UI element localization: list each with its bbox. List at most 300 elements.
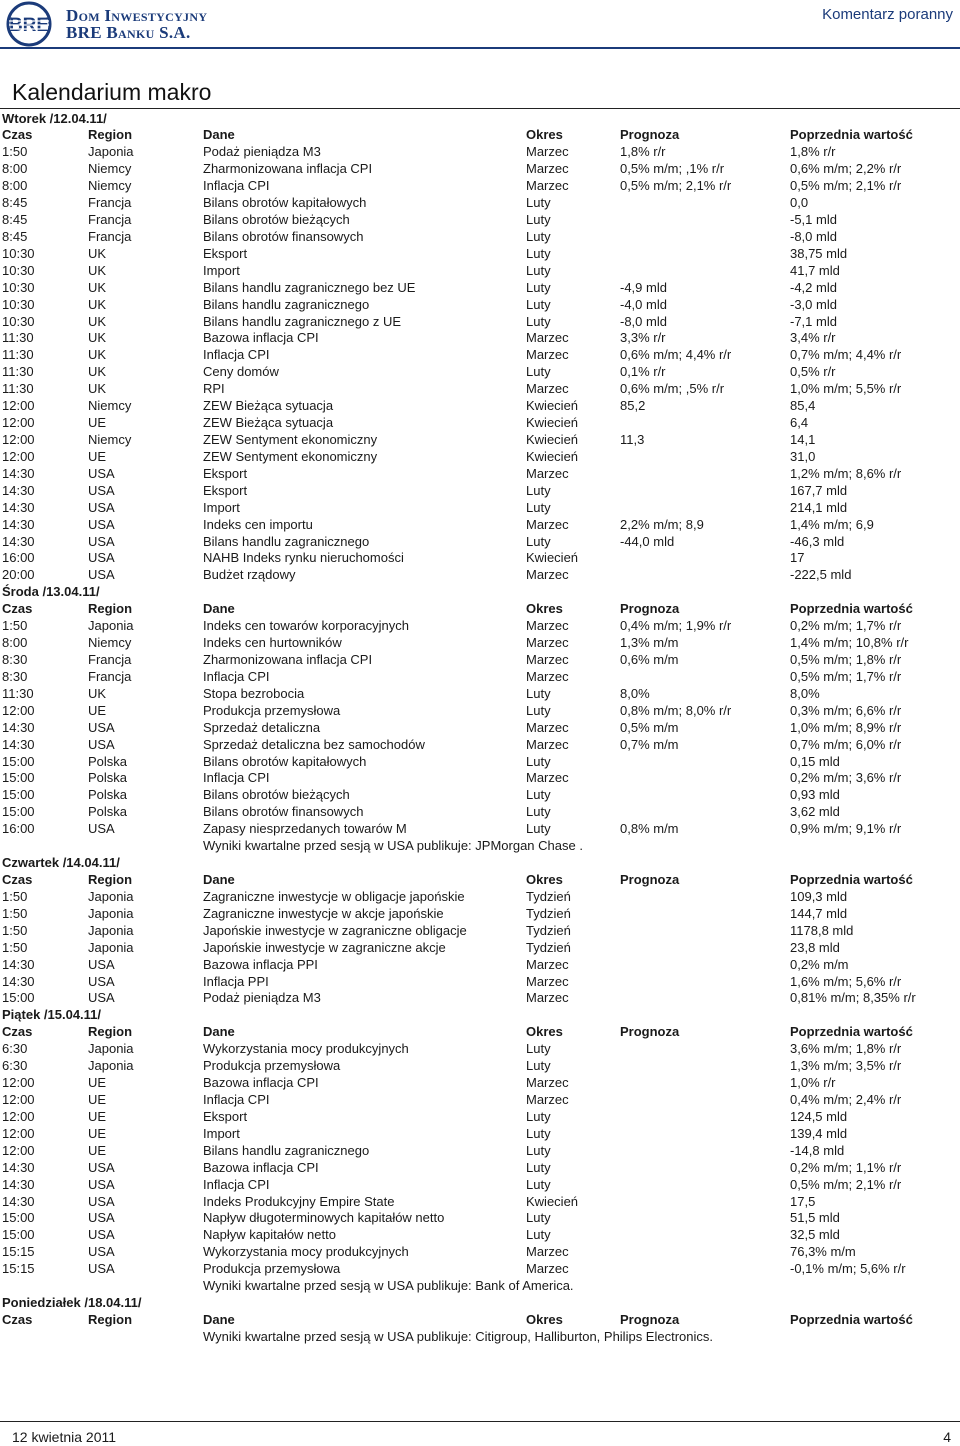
cell-okres: Luty [526, 296, 551, 312]
cell-poprzednia: 1,4% m/m; 10,8% r/r [790, 635, 909, 651]
table-row [0, 263, 960, 280]
cell-region: UE [88, 1075, 107, 1091]
day-section [0, 855, 960, 1007]
cell-prognoza: -4,9 mld [620, 279, 667, 295]
cell-prognoza: -44,0 mld [620, 533, 675, 549]
table-row [0, 770, 960, 787]
table-row [0, 906, 960, 923]
cell-prognoza: 0,6% m/m; ,5% r/r [620, 381, 725, 397]
cell-dane: Eksport [203, 482, 248, 498]
cell-region: Japonia [88, 888, 134, 904]
earnings-note-text: Wyniki kwartalne przed sesją w USA publikuje: Citigroup, Halliburton, Philips Electronics. [203, 1328, 713, 1344]
cell-dane: Sprzedaż detaliczna bez samochodów [203, 736, 425, 752]
cell-dane: Bazowa inflacja CPI [203, 1159, 319, 1175]
cell-czas: 8:45 [2, 228, 28, 244]
cell-okres: Marzec [526, 618, 569, 634]
cell-region: USA [88, 465, 115, 481]
cell-czas: 8:45 [2, 195, 28, 211]
column-header-region: Region [88, 1311, 133, 1327]
cell-czas: 15:00 [2, 990, 35, 1006]
cell-czas: 11:30 [2, 685, 34, 701]
cell-okres: Marzec [526, 956, 569, 972]
table-row [0, 432, 960, 449]
cell-poprzednia: 0,81% m/m; 8,35% r/r [790, 990, 916, 1006]
column-header-region: Region [88, 601, 133, 617]
table-row [0, 161, 960, 178]
cell-czas: 6:30 [2, 1041, 28, 1057]
cell-okres: Luty [526, 821, 551, 837]
cell-prognoza: 0,7% m/m [620, 736, 679, 752]
cell-poprzednia: -14,8 mld [790, 1142, 845, 1158]
cell-region: Polska [88, 787, 128, 803]
cell-okres: Luty [526, 804, 551, 820]
table-row [0, 466, 960, 483]
column-header-okres: Okres [526, 1311, 563, 1327]
column-header-row [0, 127, 960, 144]
table-row [0, 1194, 960, 1211]
cell-czas: 6:30 [2, 1058, 28, 1074]
cell-okres: Tydzień [526, 905, 571, 921]
cell-poprzednia: -3,0 mld [790, 296, 837, 312]
cell-dane: Bazowa inflacja CPI [203, 330, 319, 346]
cell-region: UK [88, 296, 107, 312]
table-row [0, 940, 960, 957]
cell-region: UE [88, 1108, 107, 1124]
cell-okres: Luty [526, 702, 551, 718]
table-row [0, 500, 960, 517]
column-header-okres: Okres [526, 871, 563, 887]
cell-prognoza: 0,6% m/m; 4,4% r/r [620, 347, 732, 363]
cell-region: USA [88, 973, 115, 989]
cell-okres: Tydzień [526, 922, 571, 938]
cell-okres: Kwiecień [526, 448, 579, 464]
cell-poprzednia: 0,5% m/m; 2,1% r/r [790, 178, 902, 194]
cell-czas: 14:30 [2, 1176, 35, 1192]
cell-okres: Marzec [526, 635, 569, 651]
cell-region: USA [88, 1227, 115, 1243]
cell-poprzednia: 214,1 mld [790, 499, 848, 515]
cell-region: USA [88, 1159, 115, 1175]
cell-poprzednia: 38,75 mld [790, 245, 848, 261]
cell-dane: ZEW Bieżąca sytuacja [203, 398, 334, 414]
column-header-poprzednia: Poprzednia wartość [790, 601, 913, 617]
table-row [0, 330, 960, 347]
table-row [0, 1092, 960, 1109]
cell-czas: 8:45 [2, 212, 28, 228]
column-header-region: Region [88, 1024, 133, 1040]
earnings-note-text: Wyniki kwartalne przed sesją w USA publikuje: JPMorgan Chase . [203, 838, 583, 854]
cell-poprzednia: 1178,8 mld [790, 922, 854, 938]
cell-region: Japonia [88, 939, 134, 955]
cell-dane: Bilans handlu zagranicznego z UE [203, 313, 402, 329]
cell-czas: 15:00 [2, 1227, 35, 1243]
cell-region: UE [88, 1142, 107, 1158]
cell-region: USA [88, 956, 115, 972]
cell-dane: Inflacja CPI [203, 668, 270, 684]
column-header-region: Region [88, 127, 133, 143]
table-row [0, 1177, 960, 1194]
cell-dane: Import [203, 499, 240, 515]
cell-dane: Inflacja PPI [203, 973, 269, 989]
cell-okres: Luty [526, 1159, 551, 1175]
day-section [0, 1007, 960, 1295]
column-header-poprzednia: Poprzednia wartość [790, 127, 913, 143]
cell-dane: Zagraniczne inwestycje w obligacje japońskie [203, 888, 465, 904]
column-header-row [0, 1312, 960, 1329]
cell-dane: NAHB Indeks rynku nieruchomości [203, 550, 404, 566]
cell-region: UK [88, 364, 107, 380]
table-row [0, 415, 960, 432]
column-header-row [0, 872, 960, 889]
cell-czas: 8:30 [2, 668, 28, 684]
cell-region: USA [88, 567, 115, 583]
cell-region: Japonia [88, 144, 134, 160]
cell-czas: 12:00 [2, 448, 35, 464]
table-row [0, 635, 960, 652]
column-header-poprzednia: Poprzednia wartość [790, 871, 913, 887]
cell-czas: 10:30 [2, 296, 35, 312]
cell-region: USA [88, 1176, 115, 1192]
table-row [0, 280, 960, 297]
cell-prognoza: 0,4% m/m; 1,9% r/r [620, 618, 732, 634]
cell-region: UK [88, 245, 107, 261]
cell-poprzednia: 0,3% m/m; 6,6% r/r [790, 702, 902, 718]
column-header-prognoza: Prognoza [620, 601, 680, 617]
cell-region: Niemcy [88, 161, 132, 177]
cell-czas: 12:00 [2, 1075, 35, 1091]
cell-okres: Kwiecień [526, 550, 579, 566]
cell-region: UE [88, 1091, 107, 1107]
cell-dane: Bilans obrotów kapitałowych [203, 195, 367, 211]
cell-region: Japonia [88, 905, 134, 921]
cell-poprzednia: 1,3% m/m; 3,5% r/r [790, 1058, 902, 1074]
table-row [0, 974, 960, 991]
cell-okres: Luty [526, 1176, 551, 1192]
earnings-note-text: Wyniki kwartalne przed sesją w USA publikuje: Bank of America. [203, 1278, 574, 1294]
cell-czas: 15:00 [2, 787, 35, 803]
table-row [0, 703, 960, 720]
table-row [0, 957, 960, 974]
cell-czas: 1:50 [2, 922, 28, 938]
cell-dane: Indeks cen importu [203, 516, 313, 532]
cell-czas: 14:30 [2, 1193, 35, 1209]
cell-dane: Produkcja przemysłowa [203, 702, 341, 718]
column-header-dane: Dane [203, 127, 235, 143]
column-header-czas: Czas [2, 127, 33, 143]
column-header-okres: Okres [526, 1024, 563, 1040]
cell-poprzednia: 144,7 mld [790, 905, 848, 921]
cell-czas: 14:30 [2, 1159, 35, 1175]
cell-poprzednia: -46,3 mld [790, 533, 845, 549]
cell-czas: 15:00 [2, 753, 35, 769]
cell-poprzednia: 1,6% m/m; 5,6% r/r [790, 973, 902, 989]
cell-dane: Eksport [203, 1108, 248, 1124]
cell-prognoza: 0,5% m/m; ,1% r/r [620, 161, 725, 177]
cell-poprzednia: 0,15 mld [790, 753, 840, 769]
cell-czas: 11:30 [2, 381, 34, 397]
cell-czas: 14:30 [2, 956, 35, 972]
cell-dane: ZEW Sentyment ekonomiczny [203, 448, 378, 464]
cell-dane: Napływ długoterminowych kapitałów netto [203, 1210, 445, 1226]
cell-czas: 12:00 [2, 1091, 35, 1107]
cell-region: USA [88, 499, 115, 515]
cell-poprzednia: 6,4 [790, 415, 809, 431]
cell-dane: Budżet rządowy [203, 567, 296, 583]
cell-region: UK [88, 330, 107, 346]
cell-okres: Marzec [526, 381, 569, 397]
cell-dane: ZEW Bieżąca sytuacja [203, 415, 334, 431]
day-title: Środa /13.04.11/ [2, 584, 100, 600]
cell-dane: Stopa bezrobocia [203, 685, 305, 701]
cell-dane: Import [203, 1125, 240, 1141]
cell-dane: Indeks cen towarów korporacyjnych [203, 618, 409, 634]
cell-dane: Inflacja CPI [203, 1091, 270, 1107]
column-header-prognoza: Prognoza [620, 871, 680, 887]
cell-okres: Marzec [526, 770, 569, 786]
cell-prognoza: 8,0% [620, 685, 650, 701]
table-row [0, 889, 960, 906]
cell-region: Niemcy [88, 178, 132, 194]
cell-poprzednia: 1,8% r/r [790, 144, 836, 160]
cell-czas: 1:50 [2, 144, 28, 160]
cell-poprzednia: 1,0% r/r [790, 1075, 836, 1091]
cell-dane: Zagraniczne inwestycje w akcje japońskie [203, 905, 444, 921]
cell-czas: 12:00 [2, 398, 35, 414]
cell-czas: 14:30 [2, 736, 35, 752]
table-row [0, 990, 960, 1007]
column-header-okres: Okres [526, 601, 563, 617]
cell-dane: Eksport [203, 465, 248, 481]
cell-czas: 11:30 [2, 330, 34, 346]
cell-czas: 8:00 [2, 178, 28, 194]
cell-okres: Luty [526, 279, 551, 295]
cell-czas: 15:00 [2, 770, 35, 786]
column-header-czas: Czas [2, 601, 33, 617]
cell-region: Niemcy [88, 398, 132, 414]
cell-okres: Marzec [526, 668, 569, 684]
cell-region: Niemcy [88, 635, 132, 651]
cell-region: UK [88, 279, 107, 295]
cell-region: UK [88, 685, 107, 701]
cell-czas: 8:00 [2, 161, 28, 177]
table-row [0, 1126, 960, 1143]
cell-okres: Luty [526, 1058, 551, 1074]
cell-dane: Bilans handlu zagranicznego bez UE [203, 279, 416, 295]
cell-prognoza: 0,6% m/m [620, 652, 679, 667]
cell-czas: 10:30 [2, 313, 35, 329]
cell-czas: 14:30 [2, 719, 35, 735]
cell-poprzednia: 17 [790, 550, 805, 566]
cell-okres: Marzec [526, 652, 569, 667]
cell-region: USA [88, 990, 115, 1006]
cell-prognoza: 2,2% m/m; 8,9 [620, 516, 704, 532]
cell-dane: Zapasy niesprzedanych towarów M [203, 821, 407, 837]
cell-czas: 15:15 [2, 1244, 35, 1260]
cell-region: UK [88, 313, 107, 329]
cell-poprzednia: -222,5 mld [790, 567, 852, 583]
table-row [0, 787, 960, 804]
cell-region: Francja [88, 212, 132, 228]
cell-okres: Marzec [526, 1091, 569, 1107]
cell-okres: Luty [526, 195, 551, 211]
cell-prognoza: 3,3% r/r [620, 330, 666, 346]
cell-poprzednia: 31,0 [790, 448, 816, 464]
cell-poprzednia: 0,5% r/r [790, 364, 836, 380]
table-row [0, 1261, 960, 1278]
cell-dane: Ceny domów [203, 364, 279, 380]
cell-okres: Marzec [526, 178, 569, 194]
cell-poprzednia: 23,8 mld [790, 939, 840, 955]
cell-poprzednia: 0,5% m/m; 1,7% r/r [790, 668, 902, 684]
table-row [0, 314, 960, 331]
cell-okres: Luty [526, 212, 551, 228]
cell-okres: Luty [526, 499, 551, 515]
cell-dane: Eksport [203, 245, 248, 261]
cell-region: USA [88, 533, 115, 549]
cell-poprzednia: 0,2% m/m; 1,7% r/r [790, 618, 902, 634]
cell-czas: 15:00 [2, 1210, 35, 1226]
cell-poprzednia: -7,1 mld [790, 313, 837, 329]
cell-czas: 12:00 [2, 1108, 35, 1124]
cell-poprzednia: 3,62 mld [790, 804, 840, 820]
cell-poprzednia: 0,2% m/m; 3,6% r/r [790, 770, 902, 786]
cell-prognoza: 1,3% m/m [620, 635, 679, 651]
cell-region: Japonia [88, 618, 134, 634]
cell-region: USA [88, 1193, 115, 1209]
table-row [0, 178, 960, 195]
cell-poprzednia: 0,4% m/m; 2,4% r/r [790, 1091, 902, 1107]
cell-dane: Inflacja CPI [203, 1176, 270, 1192]
cell-dane: Import [203, 262, 240, 278]
column-header-dane: Dane [203, 1024, 235, 1040]
cell-okres: Kwiecień [526, 398, 579, 414]
footer-date: 12 kwietnia 2011 [12, 1429, 117, 1445]
cell-okres: Luty [526, 685, 551, 701]
table-row [0, 364, 960, 381]
cell-region: USA [88, 1244, 115, 1260]
cell-czas: 14:30 [2, 533, 35, 549]
cell-poprzednia: 167,7 mld [790, 482, 848, 498]
cell-poprzednia: 1,2% m/m; 8,6% r/r [790, 465, 902, 481]
day-title: Czwartek /14.04.11/ [2, 855, 120, 871]
column-header-poprzednia: Poprzednia wartość [790, 1024, 913, 1040]
cell-dane: Bilans obrotów kapitałowych [203, 753, 367, 769]
column-header-dane: Dane [203, 601, 235, 617]
table-row [0, 1075, 960, 1092]
footer-divider [0, 1421, 960, 1422]
cell-poprzednia: 139,4 mld [790, 1125, 848, 1141]
table-row [0, 821, 960, 838]
cell-region: USA [88, 1261, 115, 1277]
cell-poprzednia: -0,1% m/m; 5,6% r/r [790, 1261, 906, 1277]
cell-okres: Kwiecień [526, 432, 579, 448]
cell-czas: 14:30 [2, 482, 35, 498]
cell-prognoza: 0,5% m/m [620, 719, 679, 735]
cell-poprzednia: 109,3 mld [790, 888, 848, 904]
cell-region: Japonia [88, 1058, 134, 1074]
day-section [0, 1295, 960, 1346]
cell-dane: Bilans handlu zagranicznego [203, 1142, 370, 1158]
brand-name-line2: BRE Banku S.A. [66, 23, 191, 42]
cell-okres: Marzec [526, 144, 569, 160]
cell-region: UE [88, 448, 107, 464]
macro-calendar [0, 111, 960, 1346]
column-header-poprzednia: Poprzednia wartość [790, 1311, 913, 1327]
cell-region: Polska [88, 804, 128, 820]
cell-region: USA [88, 550, 115, 566]
logo-lettering: BRE [8, 15, 50, 36]
cell-okres: Marzec [526, 973, 569, 989]
cell-okres: Luty [526, 313, 551, 329]
cell-poprzednia: 1,0% m/m; 5,5% r/r [790, 381, 902, 397]
table-row [0, 398, 960, 415]
cell-region: UK [88, 381, 107, 397]
column-header-row [0, 601, 960, 618]
cell-dane: Bazowa inflacja PPI [203, 956, 318, 972]
table-row [0, 381, 960, 398]
cell-dane: Wykorzystania mocy produkcyjnych [203, 1244, 409, 1260]
cell-region: UK [88, 262, 107, 278]
table-row [0, 517, 960, 534]
table-row [0, 1109, 960, 1126]
cell-dane: RPI [203, 381, 225, 397]
cell-okres: Marzec [526, 330, 569, 346]
cell-dane: Podaż pieniądza M3 [203, 144, 321, 160]
column-header-czas: Czas [2, 1311, 33, 1327]
cell-okres: Luty [526, 753, 551, 769]
cell-okres: Marzec [526, 347, 569, 363]
cell-poprzednia: 0,7% m/m; 6,0% r/r [790, 736, 902, 752]
cell-poprzednia: -5,1 mld [790, 212, 837, 228]
cell-okres: Marzec [526, 465, 569, 481]
cell-poprzednia: 0,5% m/m; 1,8% r/r [790, 652, 902, 667]
cell-czas: 14:30 [2, 499, 35, 515]
table-row [0, 246, 960, 263]
cell-okres: Marzec [526, 719, 569, 735]
cell-czas: 12:00 [2, 1125, 35, 1141]
cell-okres: Luty [526, 245, 551, 261]
cell-poprzednia: -8,0 mld [790, 228, 837, 244]
table-row [0, 144, 960, 161]
cell-region: UK [88, 347, 107, 363]
earnings-note [0, 1278, 960, 1295]
table-row [0, 534, 960, 551]
cell-prognoza: 0,5% m/m; 2,1% r/r [620, 178, 732, 194]
cell-poprzednia: 32,5 mld [790, 1227, 840, 1243]
bre-logo [0, 0, 60, 48]
cell-prognoza: 85,2 [620, 398, 646, 414]
cell-poprzednia: 3,4% r/r [790, 330, 836, 346]
cell-poprzednia: 17,5 [790, 1193, 816, 1209]
cell-poprzednia: 8,0% [790, 685, 820, 701]
cell-poprzednia: 0,5% m/m; 2,1% r/r [790, 1176, 902, 1192]
table-row [0, 567, 960, 584]
page-title: Kalendarium makro [12, 79, 212, 105]
cell-poprzednia: 41,7 mld [790, 262, 840, 278]
table-row [0, 1210, 960, 1227]
table-row [0, 1244, 960, 1261]
cell-czas: 8:00 [2, 635, 28, 651]
cell-okres: Marzec [526, 567, 569, 583]
cell-okres: Kwiecień [526, 1193, 579, 1209]
cell-okres: Luty [526, 533, 551, 549]
cell-dane: Japońskie inwestycje w zagraniczne akcje [203, 939, 446, 955]
table-row [0, 652, 960, 669]
table-row [0, 212, 960, 229]
day-section [0, 111, 960, 585]
table-row [0, 1160, 960, 1177]
cell-czas: 14:30 [2, 516, 35, 532]
